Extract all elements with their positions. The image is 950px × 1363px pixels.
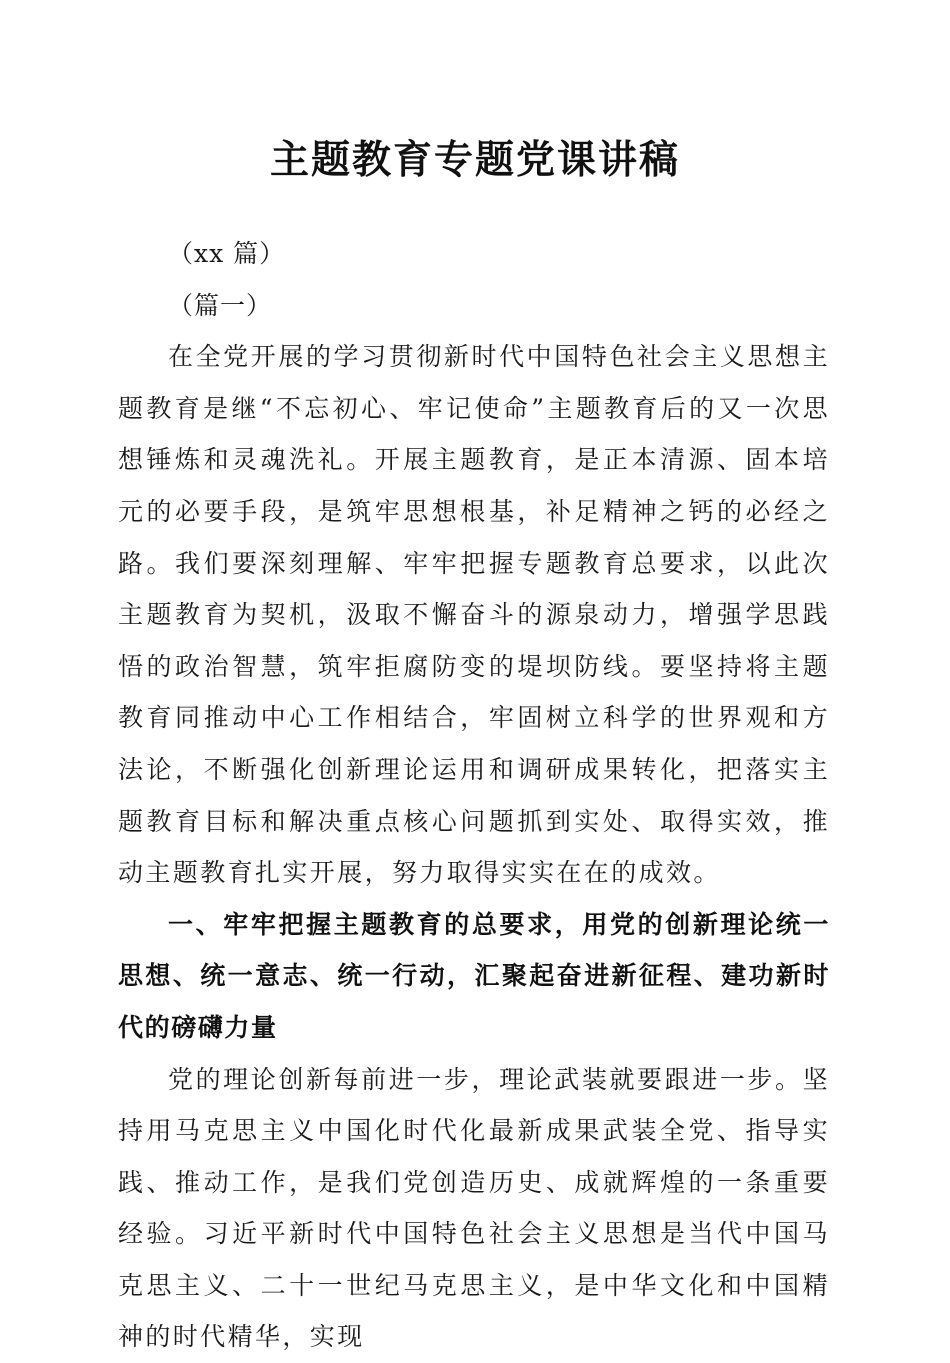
section-paragraph: 党的理论创新每前进一步，理论武装就要跟进一步。坚持用马克思主义中国化时代化最新成果武装全党、指导实践、推动工作，是我们党创造历史、成就辉煌的一条重要经验。习近平新时代中国特色社会主义思想是当代中国马克思主义、二十一世纪马克思主义，是中华文化和中国精神的时代精华，实现 (118, 1054, 830, 1363)
section-heading: 一、牢牢把握主题教育的总要求，用党的创新理论统一思想、统一意志、统一行动，汇聚起奋进新征程、建功新时代的磅礴力量 (118, 899, 830, 1054)
document-title: 主题教育专题党课讲稿 (0, 130, 950, 190)
document-body (118, 228, 830, 1363)
part-label: （篇一） (118, 280, 830, 332)
series-note: （xx 篇） (118, 228, 830, 280)
intro-paragraph: 在全党开展的学习贯彻新时代中国特色社会主义思想主题教育是继“不忘初心、牢记使命”主题教育后的又一次思想锤炼和灵魂洗礼。开展主题教育，是正本清源、固本培元的必要手段，是筑牢思想根基，补足精神之钙的必经之路。我们要深刻理解、牢牢把握专题教育总要求，以此次主题教育为契机，汲取不懈奋斗的源泉动力，增强学思践悟的政治智慧，筑牢拒腐防变的堤坝防线。要坚持将主题教育同推动中心工作相结合，牢固树立科学的世界观和方法论，不断强化创新理论运用和调研成果转化，把落实主题教育目标和解决重点核心问题抓到实处、取得实效，推动主题教育扎实开展，努力取得实实在在的成效。 (118, 331, 830, 899)
